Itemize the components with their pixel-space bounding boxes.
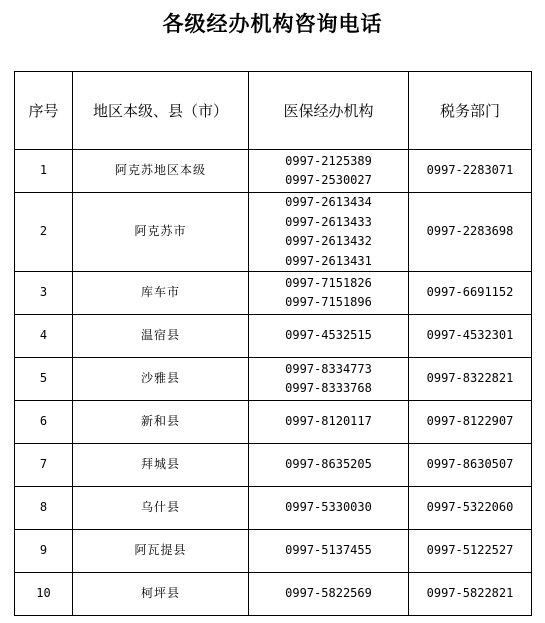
medical-insurance-phone: 0997-2613431 [285,253,372,268]
header-tax-department: 税务部门 [409,72,532,150]
tax-department-phone-cell: 0997-6691152 [409,272,532,315]
table-row [15,193,532,272]
table-row [15,315,532,358]
tax-department-phone-cell: 0997-5822821 [409,573,532,616]
medical-insurance-phone-cell [249,444,409,487]
contact-table [14,71,532,616]
serial-number-cell: 5 [15,358,73,401]
medical-insurance-phone-cell [249,530,409,573]
table-body [15,150,532,616]
region-cell: 沙雅县 [73,358,249,401]
medical-insurance-phone: 0997-7151826 [285,275,372,290]
medical-insurance-phone-cell [249,487,409,530]
medical-insurance-phone: 0997-2613432 [285,234,372,248]
medical-insurance-phone: 0997-8635205 [285,457,372,472]
medical-insurance-phone: 0997-7151896 [285,295,372,309]
tax-department-phone-cell: 0997-8630507 [409,444,532,487]
medical-insurance-phone-cell [249,358,409,401]
table-row [15,530,532,573]
region-cell: 阿瓦提县 [73,530,249,573]
serial-number-cell: 1 [15,150,73,193]
header-medical-insurance-agency: 医保经办机构 [249,72,409,150]
table-row [15,150,532,193]
header-serial-number: 序号 [15,72,73,150]
header-region: 地区本级、县（市） [73,72,249,150]
medical-insurance-phone: 0997-2530027 [285,173,372,187]
serial-number-cell: 7 [15,444,73,487]
serial-number-cell: 8 [15,487,73,530]
medical-insurance-phone-cell [249,150,409,193]
medical-insurance-phone: 0997-2613433 [285,214,372,229]
medical-insurance-phone: 0997-2125389 [285,153,372,168]
document-title: 各级经办机构咨询电话 [162,12,383,36]
medical-insurance-phone: 0997-4532515 [285,328,372,343]
tax-department-phone-cell: 0997-4532301 [409,315,532,358]
serial-number-cell: 3 [15,272,73,315]
serial-number-cell: 2 [15,193,73,272]
medical-insurance-phone-cell [249,573,409,616]
tax-department-phone-cell: 0997-5322060 [409,487,532,530]
medical-insurance-phone: 0997-8334773 [285,361,372,376]
table-row [15,358,532,401]
serial-number-cell: 6 [15,401,73,444]
region-cell: 库车市 [73,272,249,315]
table-row [15,272,532,315]
medical-insurance-phone-cell [249,315,409,358]
tax-department-phone-cell: 0997-2283698 [409,193,532,272]
region-cell: 阿克苏市 [73,193,249,272]
medical-insurance-phone-cell [249,272,409,315]
serial-number-cell: 10 [15,573,73,616]
medical-insurance-phone: 0997-8120117 [285,414,372,429]
tax-department-phone-cell: 0997-8122907 [409,401,532,444]
tax-department-phone-cell: 0997-8322821 [409,358,532,401]
medical-insurance-phone: 0997-5822569 [285,586,372,601]
medical-insurance-phone: 0997-8333768 [285,381,372,395]
table-row [15,573,532,616]
region-cell: 柯坪县 [73,573,249,616]
table-row [15,401,532,444]
medical-insurance-phone: 0997-2613434 [285,195,372,209]
region-cell: 温宿县 [73,315,249,358]
medical-insurance-phone: 0997-5330030 [285,500,372,515]
medical-insurance-phone-cell [249,401,409,444]
region-cell: 乌什县 [73,487,249,530]
header-row [15,72,532,150]
tax-department-phone-cell: 0997-5122527 [409,530,532,573]
table-row [15,444,532,487]
region-cell: 阿克苏地区本级 [73,150,249,193]
region-cell: 新和县 [73,401,249,444]
tax-department-phone-cell: 0997-2283071 [409,150,532,193]
medical-insurance-phone-cell [249,193,409,272]
medical-insurance-phone: 0997-5137455 [285,543,372,558]
serial-number-cell: 9 [15,530,73,573]
table-row [15,487,532,530]
region-cell: 拜城县 [73,444,249,487]
serial-number-cell: 4 [15,315,73,358]
